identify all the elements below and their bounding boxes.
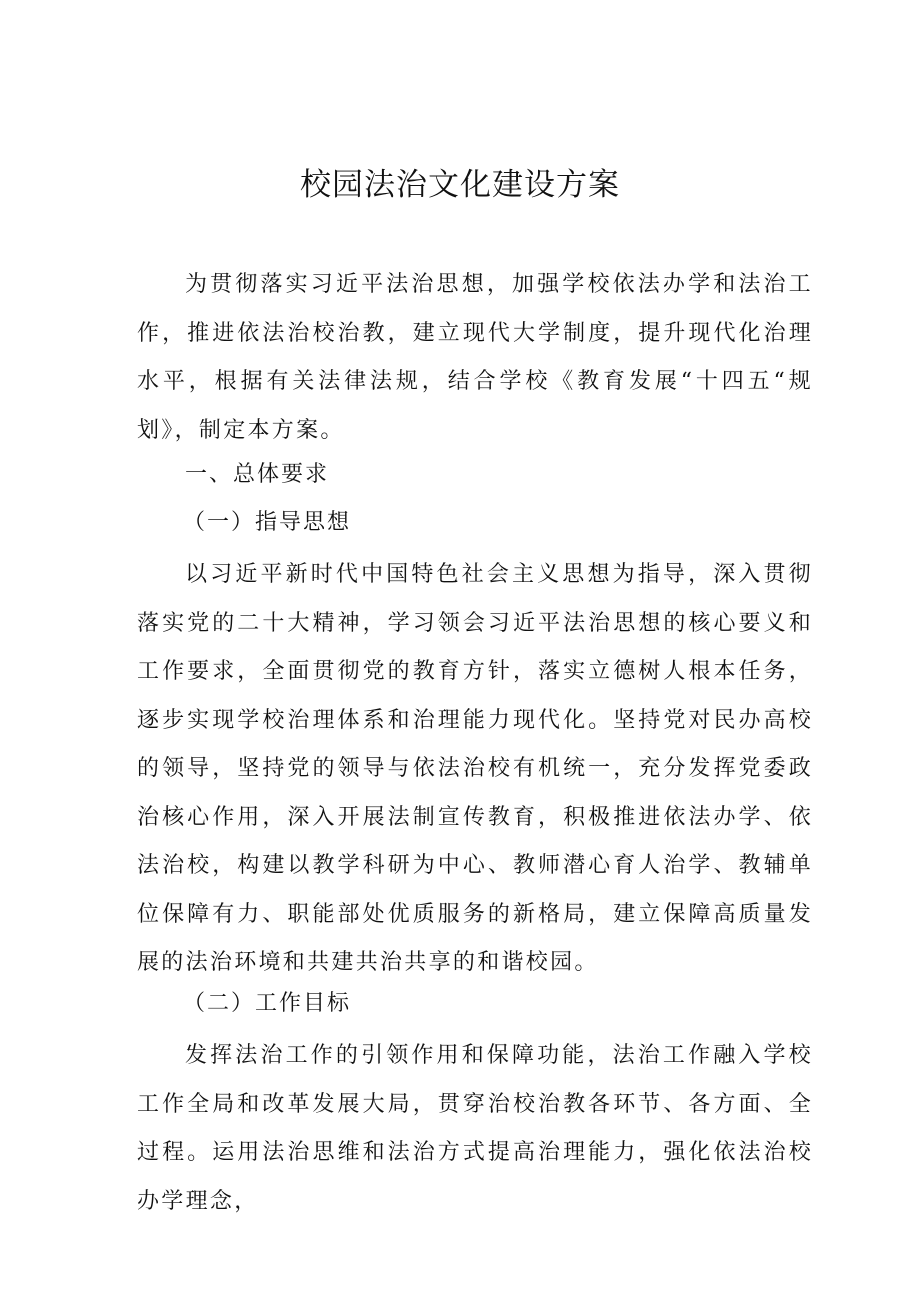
document-title: 校园法治文化建设方案 bbox=[300, 167, 620, 203]
subsection-heading-guiding-ideology: （一）指导思想 bbox=[183, 510, 352, 535]
guiding-ideology-paragraph: 以习近平新时代中国特色社会主义思想为指导，深入贯彻落实党的二十大精神，学习领会习近平法治思想的核心要义和工作要求，全面贯彻党的教育方针，落实立德树人根本任务，逐步实现学校治理体系和治理能力现代化。坚持党对民办高校的领导，坚持党的领导与依法治校有机统一，充分发挥党委政治核心作用，深入开展法制宣传教育，积极推进依法办学、依法治校，构建以教学科研为中心、教师潜心育人治学、教辅单位保障有力、职能部处优质服务的新格局，建立保障高质量发展的法治环境和共建共治共享的和谐校园。 bbox=[137, 562, 813, 975]
intro-paragraph: 为贯彻落实习近平法治思想，加强学校依法办学和法治工作，推进依法治校治教，建立现代大学制度，提升现代化治理水平，根据有关法律法规，结合学校《教育发展“十四五“规划》，制定本方案。 bbox=[137, 272, 813, 443]
subsection-heading-work-goals: （二）工作目标 bbox=[183, 991, 352, 1016]
section-heading-general-requirements: 一、总体要求 bbox=[185, 462, 330, 487]
work-goals-paragraph: 发挥法治工作的引领作用和保障功能，法治工作融入学校工作全局和改革发展大局，贯穿治校治教各环节、各方面、全过程。运用法治思维和法治方式提高治理能力，强化依法治校办学理念， bbox=[137, 1043, 813, 1214]
